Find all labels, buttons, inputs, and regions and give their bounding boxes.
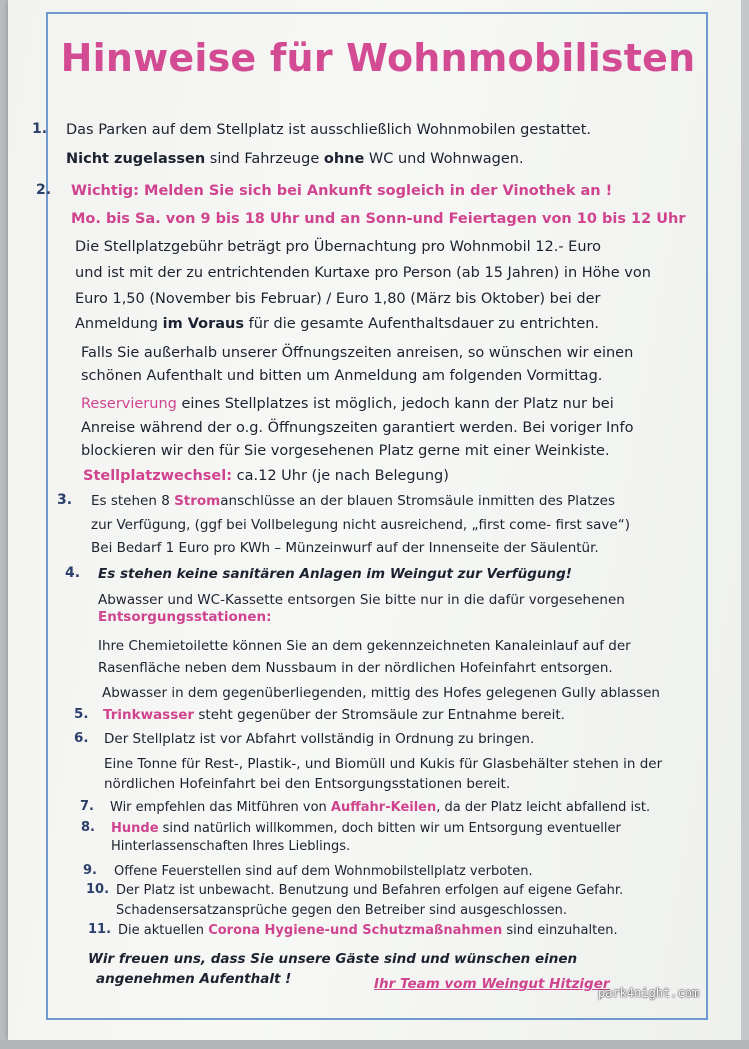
item-3-line-2: zur Verfügung, (ggf bei Vollbelegung nicht ausreichend, „first come- first save“) — [91, 517, 630, 533]
notice-sheet — [8, 0, 741, 1040]
background-strip — [0, 1040, 749, 1049]
item-number: 2. — [36, 182, 52, 198]
page-title: Hinweise für Wohnmobilisten — [60, 36, 696, 80]
item-number: 7. — [80, 799, 94, 814]
item-number: 3. — [57, 492, 73, 508]
item-6-line-3: nördlichen Hofeinfahrt bei den Entsorgungsstationen bereit. — [104, 776, 511, 792]
item-number: 4. — [65, 565, 81, 581]
item-5-line-1: Trinkwasser steht gegenüber der Stromsäule zur Entnahme bereit. — [103, 707, 565, 723]
item-2-line-5: Euro 1,50 (November bis Februar) / Euro 1,80 (März bis Oktober) bei der — [75, 291, 601, 307]
signature: Ihr Team vom Weingut Hitziger — [374, 976, 610, 992]
closing-line-2: angenehmen Aufenthalt ! — [96, 971, 292, 987]
item-11-line-1: Die aktuellen Corona Hygiene-und Schutzmaßnahmen sind einzuhalten. — [118, 923, 618, 938]
item-4-line-6: Abwasser in dem gegenüberliegenden, mittig des Hofes gelegenen Gully ablassen — [102, 685, 660, 701]
item-number: 1. — [32, 121, 48, 137]
item-8-line-1: Hunde sind natürlich willkommen, doch bitten wir um Entsorgung eventueller — [111, 821, 621, 836]
item-4-line-3: Entsorgungsstationen: — [98, 609, 272, 625]
item-2-opening-hours: Mo. bis Sa. von 9 bis 18 Uhr und an Sonn-und Feiertagen von 10 bis 12 Uhr — [71, 211, 686, 227]
item-number: 6. — [74, 730, 89, 746]
item-2-line-12: Stellplatzwechsel: ca.12 Uhr (je nach Belegung) — [83, 468, 449, 484]
item-10-line-2: Schadensersatzansprüche gegen den Betreiber sind ausgeschlossen. — [116, 903, 567, 918]
item-3-line-3: Bei Bedarf 1 Euro pro KWh – Münzeinwurf auf der Innenseite der Säulentür. — [91, 540, 599, 556]
background-edge — [741, 0, 749, 1049]
item-2-line-11: blockieren wir den für Sie vorgesehenen Platz gerne mit einer Weinkiste. — [81, 443, 610, 459]
item-6-line-2: Eine Tonne für Rest-, Plastik-, und Biomüll und Kukis für Glasbehälter stehen in der — [104, 756, 663, 772]
item-4-line-4: Ihre Chemietoilette können Sie an dem gekennzeichneten Kanaleinlauf auf der — [98, 638, 631, 654]
item-1-line-1: Das Parken auf dem Stellplatz ist ausschließlich Wohnmobilen gestattet. — [66, 122, 592, 138]
item-4-line-2: Abwasser und WC-Kassette entsorgen Sie bitte nur in die dafür vorgesehenen — [98, 592, 625, 608]
item-1-line-2: Nicht zugelassen sind Fahrzeuge ohne WC und Wohnwagen. — [66, 151, 524, 167]
item-number: 9. — [83, 863, 97, 878]
item-4-line-5: Rasenfläche neben dem Nussbaum in der nördlichen Hofeinfahrt entsorgen. — [98, 660, 613, 676]
item-2-line-6: Anmeldung im Voraus für die gesamte Aufenthaltsdauer zu entrichten. — [75, 316, 600, 332]
item-2-important: Wichtig: Melden Sie sich bei Ankunft sogleich in der Vinothek an ! — [71, 183, 613, 199]
item-9-line-1: Offene Feuerstellen sind auf dem Wohnmobilstellplatz verboten. — [114, 864, 533, 879]
item-8-line-2: Hinterlassenschaften Ihres Lieblings. — [111, 839, 351, 854]
closing-line-1: Wir freuen uns, dass Sie unsere Gäste sind und wünschen einen — [88, 951, 578, 967]
item-6-line-1: Der Stellplatz ist vor Abfahrt vollständig in Ordnung zu bringen. — [104, 731, 535, 747]
item-number: 11. — [88, 922, 112, 937]
item-number: 5. — [74, 706, 89, 722]
item-2-line-3: Die Stellplatzgebühr beträgt pro Übernachtung pro Wohnmobil 12.- Euro — [75, 239, 602, 255]
watermark-text: park4night.com — [598, 986, 700, 1000]
item-2-line-4: und ist mit der zu entrichtenden Kurtaxe pro Person (ab 15 Jahren) in Höhe von — [75, 265, 651, 281]
item-2-line-9: Reservierung eines Stellplatzes ist möglich, jedoch kann der Platz nur bei — [81, 396, 614, 412]
item-number: 8. — [81, 820, 95, 835]
item-10-line-1: Der Platz ist unbewacht. Benutzung und Befahren erfolgen auf eigene Gefahr. — [116, 883, 624, 898]
item-4-line-1: Es stehen keine sanitären Anlagen im Weingut zur Verfügung! — [98, 566, 572, 582]
item-number: 10. — [86, 882, 110, 897]
item-3-line-1: Es stehen 8 Stromanschlüsse an der blauen Stromsäule inmitten des Platzes — [91, 493, 615, 509]
item-2-line-10: Anreise während der o.g. Öffnungszeiten garantiert werden. Bei voriger Info — [81, 420, 634, 436]
item-2-line-7: Falls Sie außerhalb unserer Öffnungszeiten anreisen, so wünschen wir einen — [81, 345, 634, 361]
item-7-line-1: Wir empfehlen das Mitführen von Auffahr-Keilen, da der Platz leicht abfallend ist. — [110, 800, 651, 815]
item-2-line-8: schönen Aufenthalt und bitten um Anmeldung am folgenden Vormittag. — [81, 368, 603, 384]
